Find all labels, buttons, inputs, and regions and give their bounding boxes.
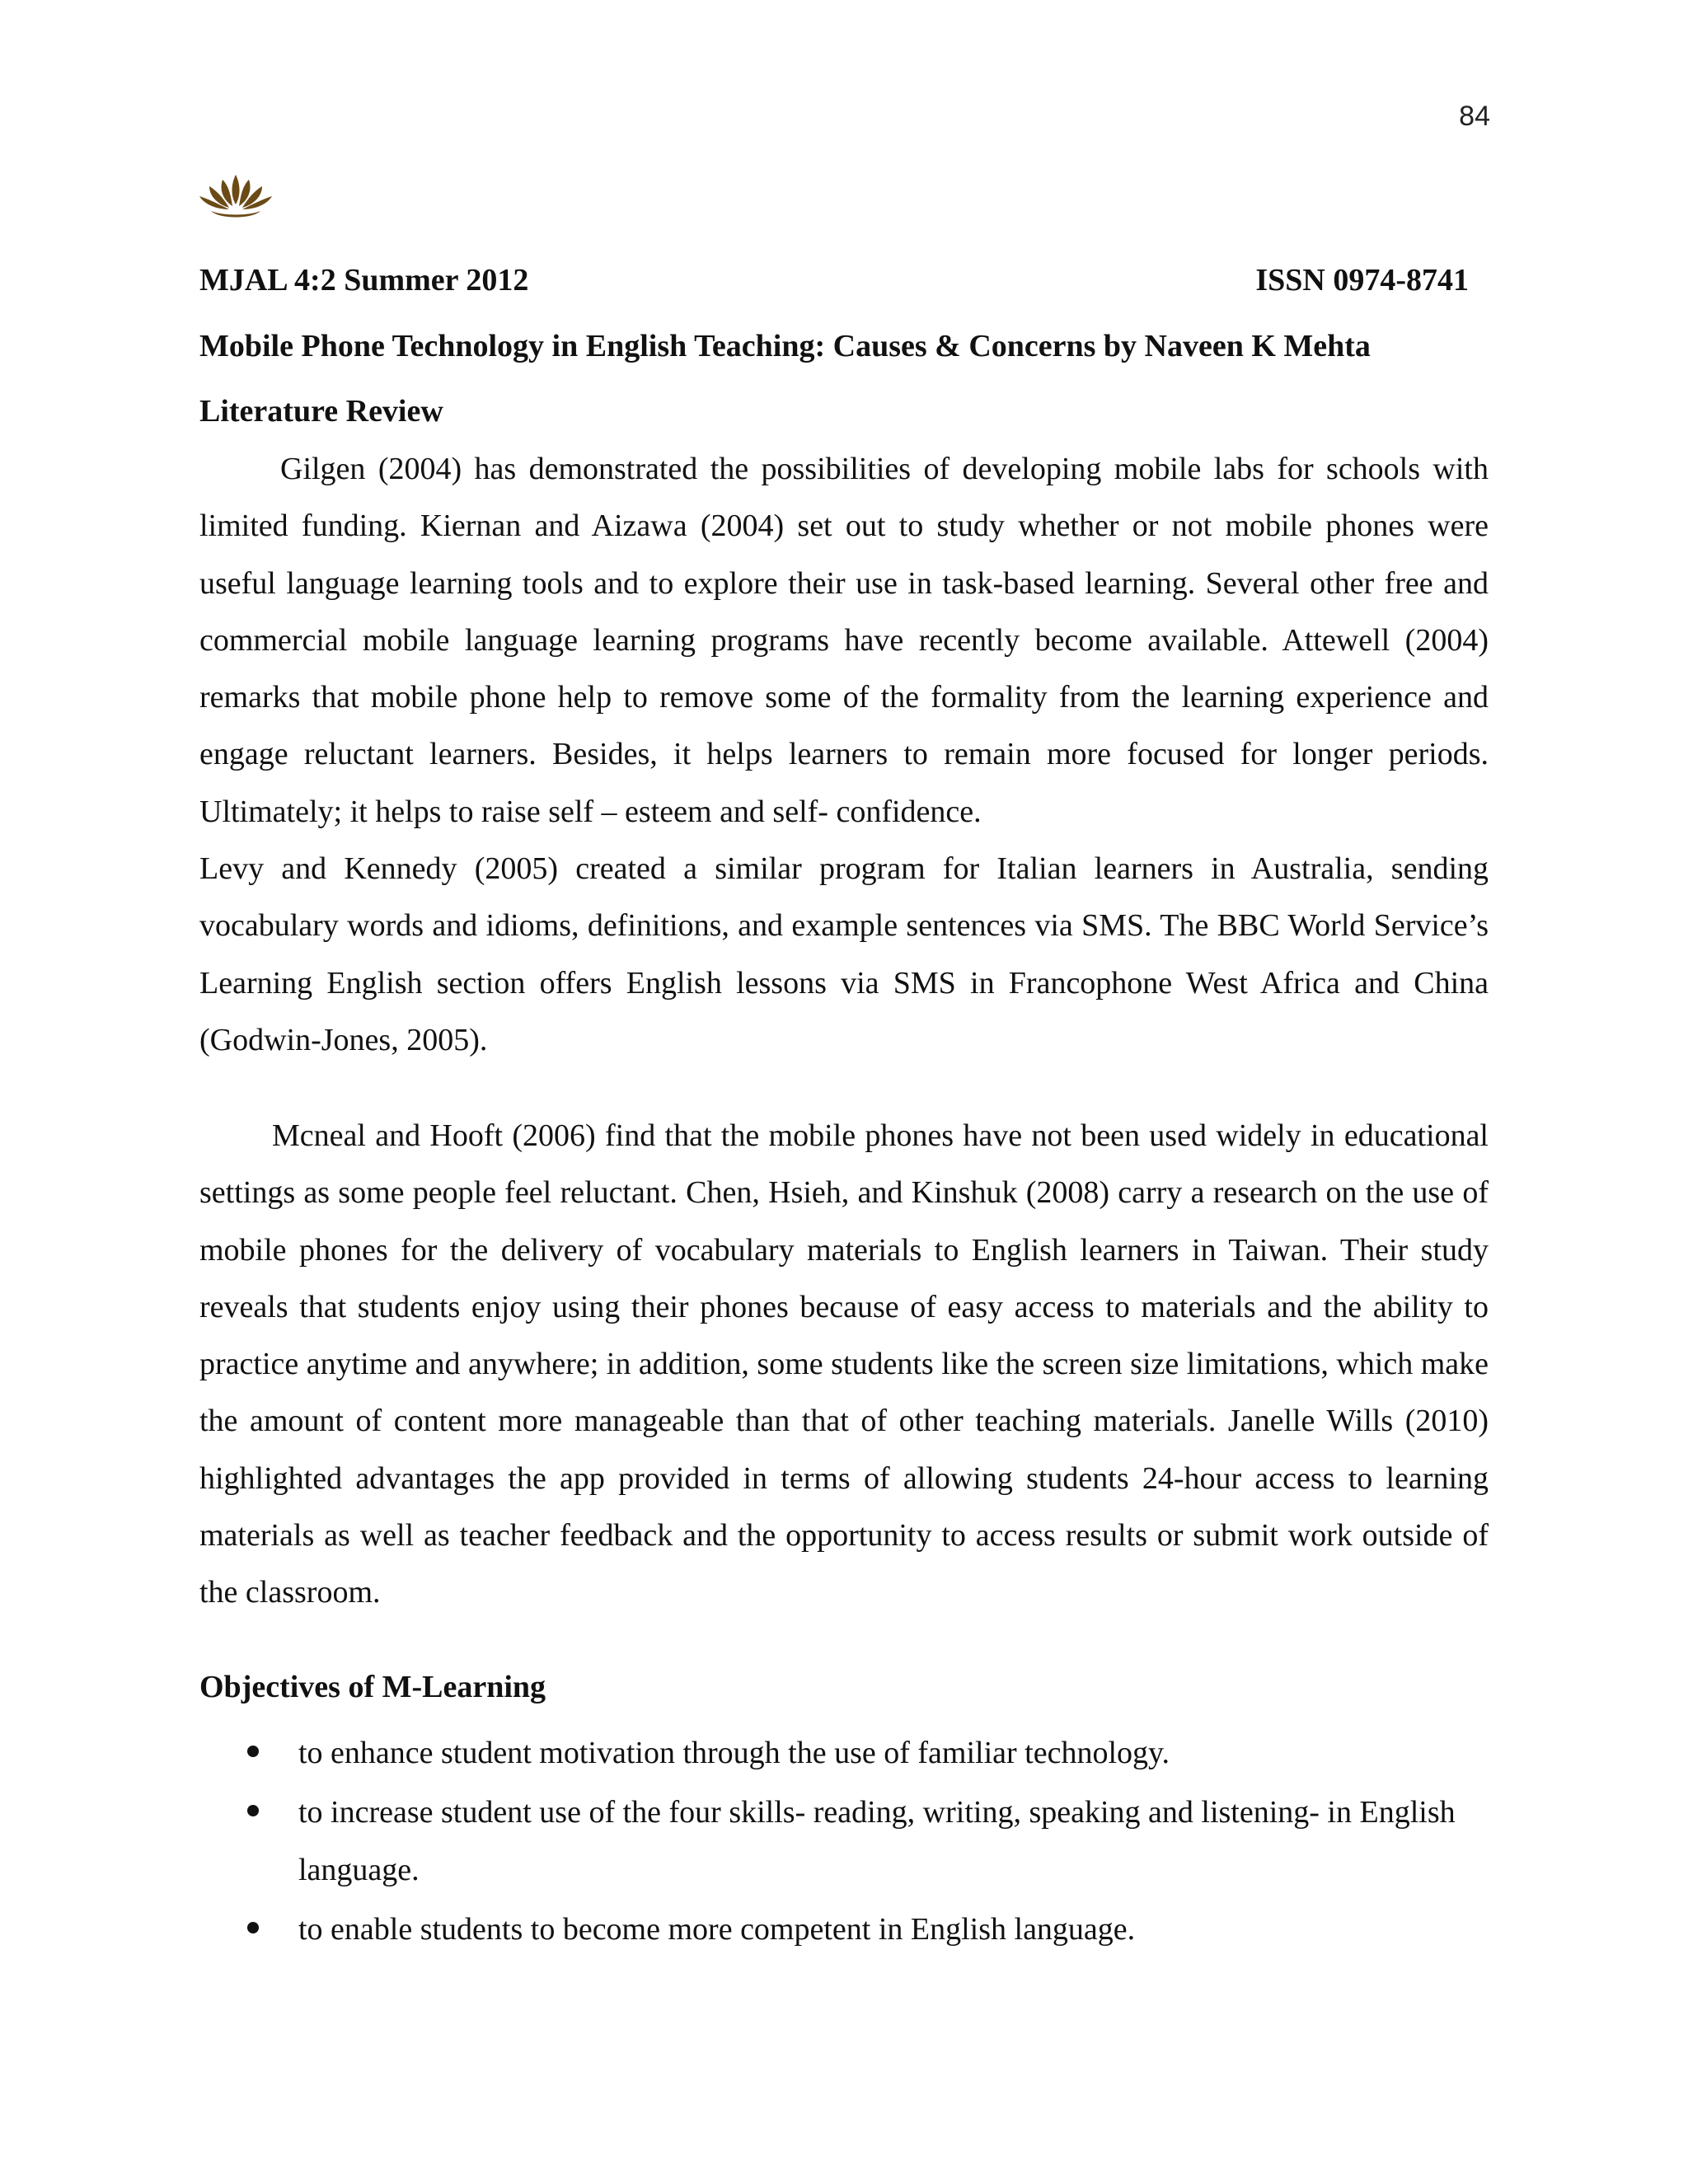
list-item <box>199 1900 1489 1958</box>
list-item <box>199 1783 1489 1899</box>
bullet-icon <box>247 1746 259 1757</box>
objective-text: to enhance student motivation through the use of familiar technology. <box>298 1736 1170 1770</box>
literature-paragraph-1: Gilgen (2004) has demonstrated the possibilities of developing mobile labs for schools with limited funding. Kiernan and Aizawa (2004) set out to study whether or not mobile phones were useful language learning tools and to explore their use in task-based learning. Several other free and commercial mobile language learning programs have recently become available. Attewell (2004) remarks that mobile phone help to remove some of the formality from the learning experience and engage reluctant learners. Besides, it helps learners to remain more focused for longer periods. Ultimately; it helps to raise self – esteem and self- confidence. <box>199 452 1489 829</box>
literature-paragraph-2: Levy and Kennedy (2005) created a similar program for Italian learners in Australia, sending vocabulary words and idioms, definitions, and example sentences via SMS. The BBC World Service’s Learning English section offers English lessons via SMS in Francophone West Africa and China (Godwin-Jones, 2005). <box>199 851 1489 1057</box>
literature-paragraph-3: Mcneal and Hooft (2006) find that the mobile phones have not been used widely in educational settings as some people feel reluctant. Chen, Hsieh, and Kinshuk (2008) carry a research on the use of mobile phones for the delivery of vocabulary materials to English learners in Taiwan. Their study reveals that students enjoy using their phones because of easy access to materials and the ability to practice anytime and anywhere; in addition, some students like the screen size limitations, which make the amount of content more manageable than that of other teaching materials. Janelle Wills (2010) highlighted advantages the app provided in terms of allowing students 24-hour access to learning materials as well as teacher feedback and the opportunity to access results or submit work outside of the classroom. <box>199 1118 1489 1610</box>
objectives-heading: Objectives of M-Learning <box>199 1670 546 1704</box>
objectives-list <box>199 1724 1489 1960</box>
lotus-logo-icon <box>198 171 274 223</box>
objective-text: to increase student use of the four skills- reading, writing, speaking and listening- in English language. <box>298 1795 1456 1887</box>
objective-text: to enable students to become more competent in English language. <box>298 1912 1136 1947</box>
article-title: Mobile Phone Technology in English Teaching: Causes & Concerns by Naveen K Mehta <box>199 329 1371 363</box>
bullet-icon <box>247 1922 259 1933</box>
bullet-icon <box>247 1805 259 1816</box>
issn: ISSN 0974-8741 <box>1255 263 1469 298</box>
literature-review-heading: Literature Review <box>199 394 443 429</box>
list-item <box>199 1724 1489 1782</box>
journal-info: MJAL 4:2 Summer 2012 <box>199 263 529 298</box>
page-number: 84 <box>1459 101 1490 132</box>
journal-header <box>199 262 1469 298</box>
